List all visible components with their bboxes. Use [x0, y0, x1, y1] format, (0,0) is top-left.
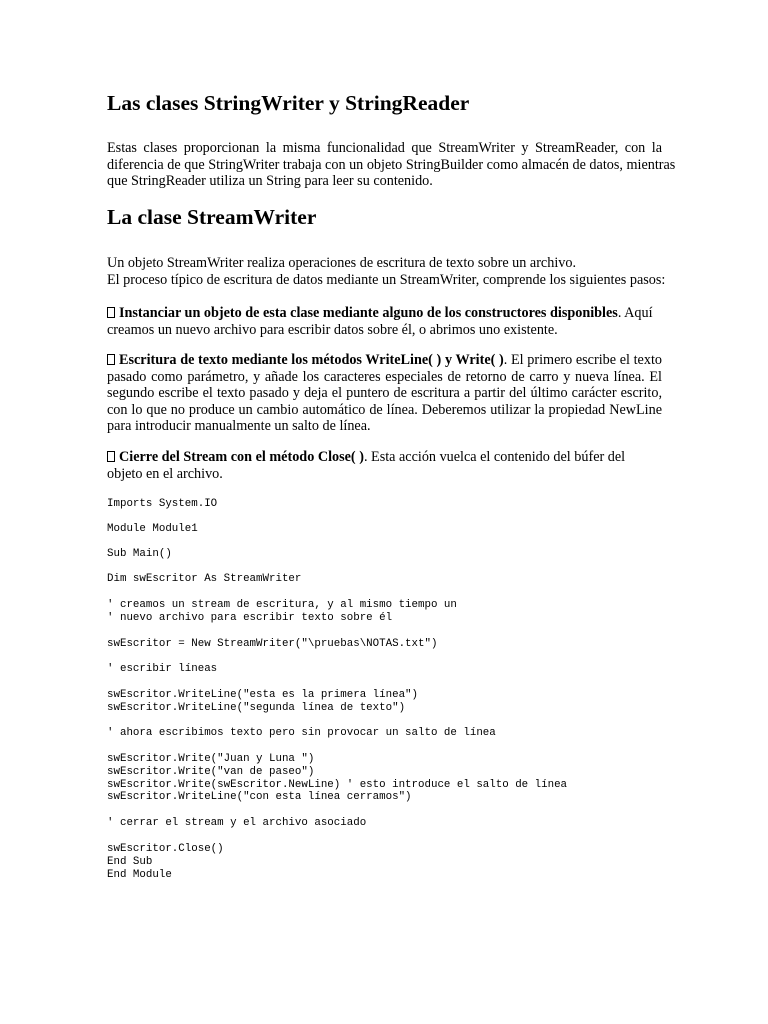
step-1 — [107, 305, 662, 338]
bullet-box-icon — [107, 354, 115, 365]
code-block — [107, 817, 366, 830]
step-bold-text: Escritura de texto mediante los métodos WriteLine( ) y Write( ) — [119, 352, 504, 368]
step-bold-text: Cierre del Stream con el método Close( ) — [119, 449, 364, 465]
code-line: swEscritor.WriteLine("con esta línea cerramos") — [107, 791, 412, 804]
code-block — [107, 573, 301, 586]
code-block — [107, 663, 217, 676]
code-line: swEscritor.WriteLine("esta es la primera línea") — [107, 689, 419, 701]
code-line: End Module — [107, 868, 172, 881]
step-text: . El primero escribe el texto — [503, 352, 662, 368]
step-line: objeto en el archivo. — [107, 465, 223, 482]
code-block — [107, 843, 224, 881]
step-bold-text: Instanciar un objeto de esta clase mediante alguno de los constructores disponibles — [119, 305, 618, 321]
code-line: End Sub — [107, 855, 153, 868]
code-block — [107, 689, 418, 715]
code-block — [107, 498, 217, 511]
step-first-line — [107, 449, 662, 466]
section-title-stringwriter-stringreader: Las clases StringWriter y StringReader — [107, 91, 470, 115]
description-paragraph — [107, 255, 666, 288]
step-line: con lo que no produce un cambio automático de línea. Deberemos utilizar la propiedad NewLine — [107, 401, 662, 418]
code-block — [107, 638, 437, 651]
code-block — [107, 727, 496, 740]
step-first-line — [107, 305, 662, 322]
description-line: Un objeto StreamWriter realiza operaciones de escritura de texto sobre un archivo. — [107, 255, 576, 271]
step-line: pasado como parámetro, y añade los caracteres especiales de retorno de carro y nueva línea. El — [107, 368, 662, 385]
bullet-box-icon — [107, 451, 115, 462]
code-line: swEscritor.Write("Juan y Luna ") — [107, 753, 315, 765]
step-line: para introducir manualmente un salto de línea. — [107, 418, 371, 434]
code-line: Imports System.IO — [107, 498, 218, 510]
code-line: swEscritor.WriteLine("segunda línea de texto") — [107, 701, 406, 714]
code-block — [107, 548, 172, 561]
code-line: swEscritor = New StreamWriter("\pruebas\NOTAS.txt") — [107, 638, 438, 650]
code-block — [107, 523, 198, 536]
code-line: ' nuevo archivo para escribir texto sobre él — [107, 611, 393, 624]
intro-line: Estas clases proporcionan la misma funcionalidad que StreamWriter y StreamReader, con la — [107, 140, 662, 156]
code-line: Dim swEscritor As StreamWriter — [107, 573, 302, 585]
intro-line: diferencia de que StringWriter trabaja con un objeto StringBuilder como almacén de datos, mientras — [107, 156, 676, 173]
code-line: swEscritor.Write(swEscritor.NewLine) ' esto introduce el salto de línea — [107, 778, 568, 791]
code-line: ' creamos un stream de escritura, y al mismo tiempo un — [107, 599, 457, 611]
code-line: swEscritor.Write("van de paseo") — [107, 765, 315, 778]
description-line: El proceso típico de escritura de datos mediante un StreamWriter, comprende los siguientes pasos: — [107, 271, 666, 288]
code-block — [107, 753, 567, 804]
code-line: ' escribir líneas — [107, 663, 218, 675]
code-line: ' cerrar el stream y el archivo asociado — [107, 817, 367, 829]
code-line: Module Module1 — [107, 523, 198, 535]
bullet-box-icon — [107, 307, 115, 318]
intro-line: que StringReader utiliza un String para leer su contenido. — [107, 173, 433, 189]
intro-paragraph — [107, 140, 676, 190]
code-line: ' ahora escribimos texto pero sin provocar un salto de línea — [107, 727, 496, 739]
step-2 — [107, 352, 662, 435]
step-text: . Esta acción vuelca el contenido del búfer del — [363, 449, 626, 465]
code-block — [107, 599, 457, 625]
step-line: creamos un nuevo archivo para escribir datos sobre él, o abrimos uno existente. — [107, 321, 558, 338]
step-first-line — [107, 352, 662, 369]
step-3 — [107, 449, 662, 482]
code-line: Sub Main() — [107, 548, 172, 560]
step-text: . Aquí — [617, 305, 653, 321]
step-line: segundo escribe el texto pasado y deja el puntero de escritura a partir del último carácter escrito, — [107, 385, 662, 401]
section-title-streamwriter: La clase StreamWriter — [107, 205, 317, 229]
code-line: swEscritor.Close() — [107, 843, 224, 855]
